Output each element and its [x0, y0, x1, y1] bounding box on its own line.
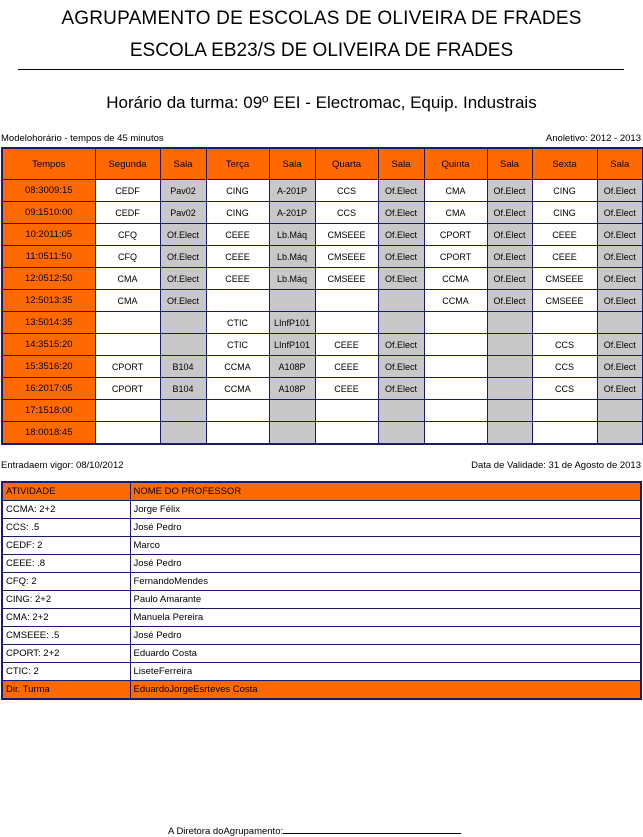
- time-slot-cell: 12:0512:50: [2, 268, 95, 290]
- model-note: Modelohorário - tempos de 45 minutos: [1, 133, 164, 144]
- teacher-name-cell: José Pedro: [130, 627, 641, 645]
- schedule-row: [2, 246, 643, 268]
- professor-row: [2, 663, 641, 681]
- subject-cell: CMSEEE: [532, 290, 597, 312]
- subject-cell: CEEE: [532, 224, 597, 246]
- room-cell: Of.Elect: [378, 334, 424, 356]
- subject-cell: CCS: [315, 202, 378, 224]
- schedule-row: [2, 224, 643, 246]
- room-cell: A108P: [269, 356, 315, 378]
- professor-row: [2, 555, 641, 573]
- activity-cell: CCS: .5: [2, 519, 130, 537]
- room-cell: Of.Elect: [487, 290, 532, 312]
- activity-cell: CEDF: 2: [2, 537, 130, 555]
- teacher-name-cell: Jorge Félix: [130, 501, 641, 519]
- room-cell: Of.Elect: [160, 268, 206, 290]
- subject-cell: [206, 422, 269, 445]
- time-slot-cell: 15:3516:20: [2, 356, 95, 378]
- room-cell: [597, 422, 643, 445]
- schedule-header-cell: Sala: [378, 148, 424, 180]
- room-cell: [378, 290, 424, 312]
- professors-table: [1, 481, 642, 700]
- room-cell: Of.Elect: [160, 290, 206, 312]
- teacher-name-cell: José Pedro: [130, 555, 641, 573]
- room-cell: Of.Elect: [487, 180, 532, 202]
- teacher-name-cell: Manuela Pereira: [130, 609, 641, 627]
- teacher-name-cell: José Pedro: [130, 519, 641, 537]
- room-cell: Of.Elect: [160, 224, 206, 246]
- professors-header-row: [2, 482, 641, 501]
- schedule-row: [2, 268, 643, 290]
- subject-cell: CTIC: [206, 312, 269, 334]
- subject-cell: [424, 422, 487, 445]
- room-cell: Of.Elect: [378, 224, 424, 246]
- teacher-name-cell: NOME DO PROFESSOR: [130, 482, 641, 501]
- room-cell: [378, 422, 424, 445]
- subject-cell: CPORT: [424, 224, 487, 246]
- room-cell: [378, 400, 424, 422]
- room-cell: Of.Elect: [487, 268, 532, 290]
- professor-row: [2, 645, 641, 663]
- schedule-header-cell: Quarta: [315, 148, 378, 180]
- room-cell: Of.Elect: [378, 202, 424, 224]
- professor-row: [2, 501, 641, 519]
- room-cell: [487, 356, 532, 378]
- time-slot-cell: 12:5013:35: [2, 290, 95, 312]
- room-cell: [160, 312, 206, 334]
- subject-cell: CEEE: [315, 378, 378, 400]
- room-cell: Of.Elect: [487, 224, 532, 246]
- time-slot-cell: 08:3009:15: [2, 180, 95, 202]
- room-cell: [597, 400, 643, 422]
- teacher-name-cell: Marco: [130, 537, 641, 555]
- room-cell: Of.Elect: [487, 246, 532, 268]
- room-cell: Of.Elect: [597, 268, 643, 290]
- subject-cell: CFQ: [95, 246, 160, 268]
- subject-cell: CEEE: [315, 334, 378, 356]
- subject-cell: [424, 334, 487, 356]
- room-cell: [378, 312, 424, 334]
- room-cell: Of.Elect: [597, 180, 643, 202]
- schedule-header-cell: Sexta: [532, 148, 597, 180]
- school-title: ESCOLA EB23/S DE OLIVEIRA DE FRADES: [129, 40, 514, 61]
- subject-cell: CMA: [95, 268, 160, 290]
- subject-cell: [424, 356, 487, 378]
- subject-cell: CCS: [532, 334, 597, 356]
- room-cell: [269, 290, 315, 312]
- subject-cell: [95, 334, 160, 356]
- schedule-row: [2, 180, 643, 202]
- subject-cell: CEEE: [532, 246, 597, 268]
- room-cell: Pav02: [160, 202, 206, 224]
- subject-cell: CING: [206, 180, 269, 202]
- effective-date: Entradaem vigor: 08/10/2012: [1, 460, 124, 471]
- validity-date: Data de Validade: 31 de Agosto de 2013: [471, 460, 641, 471]
- time-slot-cell: 13:5014:35: [2, 312, 95, 334]
- schedule-header-cell: Terça: [206, 148, 269, 180]
- room-cell: Of.Elect: [597, 202, 643, 224]
- subject-cell: [532, 312, 597, 334]
- subject-cell: CPORT: [95, 356, 160, 378]
- room-cell: Of.Elect: [597, 224, 643, 246]
- activity-cell: ATIVIDADE: [2, 482, 130, 501]
- subject-cell: CMA: [424, 180, 487, 202]
- subject-cell: CCMA: [206, 356, 269, 378]
- schedule-row: [2, 422, 643, 445]
- activity-cell: CTIC: 2: [2, 663, 130, 681]
- activity-cell: CMA: 2+2: [2, 609, 130, 627]
- subject-cell: CCS: [532, 378, 597, 400]
- teacher-name-cell: Eduardo Costa: [130, 645, 641, 663]
- room-cell: [597, 312, 643, 334]
- subject-cell: CEEE: [206, 224, 269, 246]
- subject-cell: CMSEEE: [315, 268, 378, 290]
- subject-cell: CING: [532, 180, 597, 202]
- schedule-header-cell: Sala: [597, 148, 643, 180]
- room-cell: Of.Elect: [597, 246, 643, 268]
- subject-cell: [424, 400, 487, 422]
- activity-cell: CFQ: 2: [2, 573, 130, 591]
- teacher-name-cell: EduardoJorgeEsrteves Costa: [130, 681, 641, 700]
- activity-cell: CCMA: 2+2: [2, 501, 130, 519]
- schedule-table: [1, 147, 643, 445]
- teacher-name-cell: LiseteFerreira: [130, 663, 641, 681]
- room-cell: [487, 422, 532, 445]
- room-cell: Of.Elect: [160, 246, 206, 268]
- time-slot-cell: 10:2011:05: [2, 224, 95, 246]
- subject-cell: [315, 290, 378, 312]
- subject-cell: CCMA: [206, 378, 269, 400]
- activity-cell: CPORT: 2+2: [2, 645, 130, 663]
- subject-cell: [532, 400, 597, 422]
- room-cell: A-201P: [269, 180, 315, 202]
- room-cell: Of.Elect: [597, 356, 643, 378]
- schedule-row: [2, 356, 643, 378]
- class-director-row: [2, 681, 641, 700]
- room-cell: Of.Elect: [378, 246, 424, 268]
- room-cell: A108P: [269, 378, 315, 400]
- school-group-title: AGRUPAMENTO DE ESCOLAS DE OLIVEIRA DE FRADES: [61, 8, 582, 29]
- time-slot-cell: 16:2017:05: [2, 378, 95, 400]
- subject-cell: [315, 312, 378, 334]
- room-cell: Of.Elect: [597, 290, 643, 312]
- room-cell: [487, 312, 532, 334]
- subject-cell: CEDF: [95, 180, 160, 202]
- room-cell: LInfP101: [269, 334, 315, 356]
- professor-row: [2, 573, 641, 591]
- room-cell: B104: [160, 356, 206, 378]
- schedule-row: [2, 334, 643, 356]
- subject-cell: CEEE: [315, 356, 378, 378]
- room-cell: [160, 422, 206, 445]
- professor-row: [2, 537, 641, 555]
- subject-cell: [95, 312, 160, 334]
- signature-block: [168, 825, 461, 837]
- schedule-header-cell: Sala: [487, 148, 532, 180]
- subject-cell: [532, 422, 597, 445]
- subject-cell: [206, 290, 269, 312]
- subject-cell: CCS: [315, 180, 378, 202]
- signature-label: A Diretora doAgrupamento:: [168, 826, 284, 837]
- school-year: Anoletivo: 2012 - 2013: [545, 133, 641, 144]
- room-cell: [269, 400, 315, 422]
- schedule-row: [2, 290, 643, 312]
- room-cell: Lb.Máq: [269, 224, 315, 246]
- title-divider: [18, 69, 624, 70]
- professor-row: [2, 591, 641, 609]
- subject-cell: CEEE: [206, 268, 269, 290]
- room-cell: LInfP101: [269, 312, 315, 334]
- subject-cell: CPORT: [424, 246, 487, 268]
- room-cell: Lb.Máq: [269, 268, 315, 290]
- room-cell: Of.Elect: [597, 378, 643, 400]
- activity-cell: Dir. Turma: [2, 681, 130, 700]
- room-cell: [487, 400, 532, 422]
- activity-cell: CEEE: .8: [2, 555, 130, 573]
- room-cell: A-201P: [269, 202, 315, 224]
- subject-cell: CFQ: [95, 224, 160, 246]
- subject-cell: [315, 400, 378, 422]
- teacher-name-cell: FernandoMendes: [130, 573, 641, 591]
- professor-row: [2, 627, 641, 645]
- room-cell: Lb.Máq: [269, 246, 315, 268]
- subject-cell: CMA: [95, 290, 160, 312]
- schedule-header-row: [2, 148, 643, 180]
- subject-cell: CEEE: [206, 246, 269, 268]
- activity-cell: CMSEEE: .5: [2, 627, 130, 645]
- subject-cell: CMA: [424, 202, 487, 224]
- time-slot-cell: 09:1510:00: [2, 202, 95, 224]
- professor-row: [2, 609, 641, 627]
- subject-cell: CCMA: [424, 268, 487, 290]
- subject-cell: CCS: [532, 356, 597, 378]
- subject-cell: [315, 422, 378, 445]
- subject-cell: [424, 378, 487, 400]
- subject-cell: CMSEEE: [315, 246, 378, 268]
- subject-cell: [95, 422, 160, 445]
- subject-cell: [424, 312, 487, 334]
- subject-cell: CING: [532, 202, 597, 224]
- room-cell: [487, 334, 532, 356]
- subject-cell: [206, 400, 269, 422]
- class-title: Horário da turma: 09º EEI - Electromac, Equip. Industrais: [106, 93, 537, 112]
- time-slot-cell: 18:0018:45: [2, 422, 95, 445]
- schedule-header-cell: Segunda: [95, 148, 160, 180]
- room-cell: Of.Elect: [378, 356, 424, 378]
- teacher-name-cell: Paulo Amarante: [130, 591, 641, 609]
- schedule-header-cell: Sala: [269, 148, 315, 180]
- signature-line: [283, 825, 461, 834]
- schedule-body: [2, 148, 643, 444]
- subject-cell: CMSEEE: [532, 268, 597, 290]
- schedule-row: [2, 312, 643, 334]
- schedule-header-cell: Sala: [160, 148, 206, 180]
- room-cell: Of.Elect: [597, 334, 643, 356]
- subject-cell: [95, 400, 160, 422]
- schedule-header-cell: Quinta: [424, 148, 487, 180]
- room-cell: Of.Elect: [378, 268, 424, 290]
- time-slot-cell: 11:0511:50: [2, 246, 95, 268]
- subject-cell: CTIC: [206, 334, 269, 356]
- professors-body: [2, 482, 641, 699]
- activity-cell: CING: 2+2: [2, 591, 130, 609]
- time-slot-cell: 14:3515:20: [2, 334, 95, 356]
- professor-row: [2, 519, 641, 537]
- room-cell: [269, 422, 315, 445]
- subject-cell: CPORT: [95, 378, 160, 400]
- room-cell: Of.Elect: [487, 202, 532, 224]
- room-cell: Pav02: [160, 180, 206, 202]
- subject-cell: CING: [206, 202, 269, 224]
- subject-cell: CEDF: [95, 202, 160, 224]
- schedule-row: [2, 400, 643, 422]
- schedule-header-cell: Tempos: [2, 148, 95, 180]
- subject-cell: CCMA: [424, 290, 487, 312]
- time-slot-cell: 17:1518:00: [2, 400, 95, 422]
- room-cell: Of.Elect: [378, 378, 424, 400]
- schedule-row: [2, 202, 643, 224]
- schedule-row: [2, 378, 643, 400]
- room-cell: [487, 378, 532, 400]
- room-cell: B104: [160, 378, 206, 400]
- room-cell: [160, 334, 206, 356]
- room-cell: [160, 400, 206, 422]
- room-cell: Of.Elect: [378, 180, 424, 202]
- subject-cell: CMSEEE: [315, 224, 378, 246]
